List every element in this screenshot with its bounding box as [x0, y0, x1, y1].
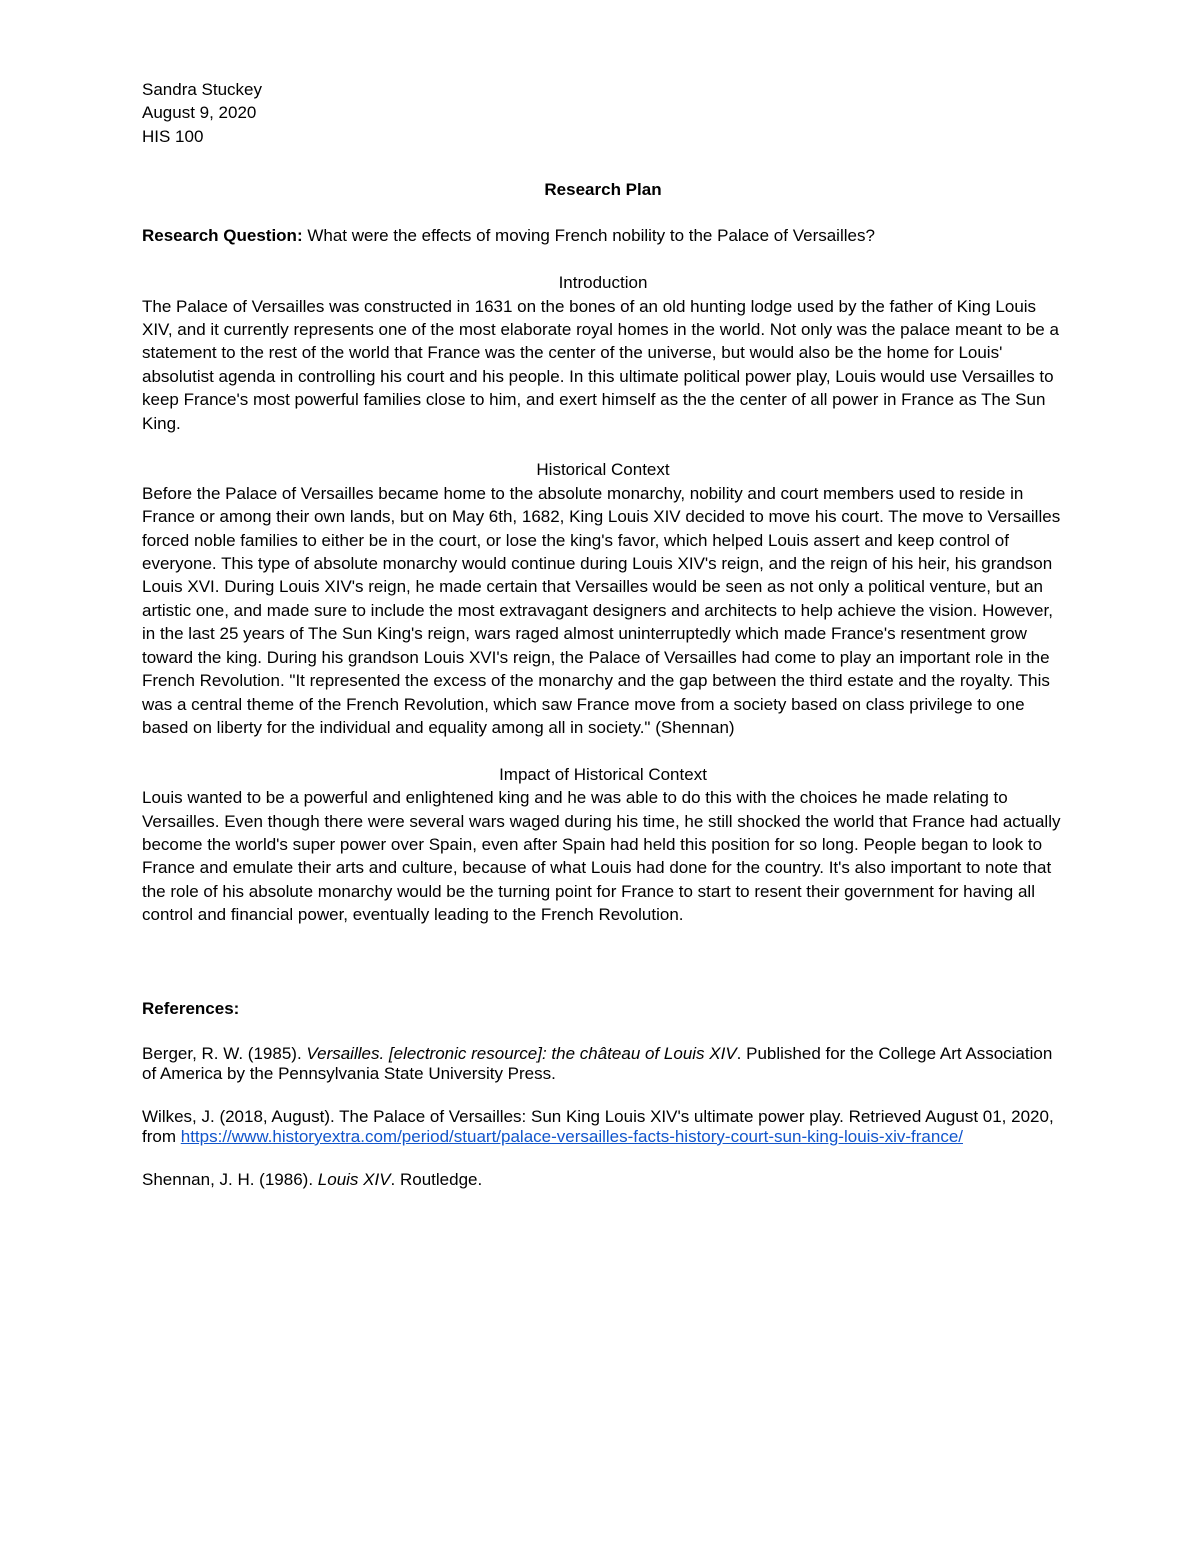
- reference-author: Shennan, J. H. (1986).: [142, 1170, 318, 1190]
- research-question: [142, 224, 1064, 247]
- reference-item: [142, 1107, 1064, 1147]
- reference-citation: Wilkes, J. (2018, August). The Palace of Versailles: Sun King Louis XIV's ultimate power play. Retrieved August 01, 2020, from: [142, 1106, 1054, 1146]
- reference-item: [142, 1044, 1064, 1084]
- research-question-text: What were the effects of moving French nobility to the Palace of Versailles?: [302, 226, 875, 246]
- section-body-historical-context: Before the Palace of Versailles became home to the absolute monarchy, nobility and court members used to reside in France or among their own lands, but on May 6th, 1682, King Louis XIV decided to move his court. The move to Versailles forced noble families to either be in the court, or lose the king's favor, which helped Louis assert and keep control of everyone. This type of absolute monarchy would continue during Louis XIV's reign, and the reign of his heir, his grandson Louis XVI. During Louis XIV's reign, he made certain that Versailles would be seen as not only a political venture, but an artistic one, and made sure to include the most extravagant designers and architects to help achieve the vision. However, in the last 25 years of The Sun King's reign, wars raged almost uninterruptedly which made France's resentment grow toward the king. During his grandson Louis XVI's reign, the Palace of Versailles had come to play an important role in the French Revolution. "It represented the excess of the monarchy and the gap between the third estate and the royalty. This was a central theme of the French Revolution, which saw France move from a society based on class privilege to one based on liberty for the individual and equality among all in society." (Shennan): [142, 483, 1061, 737]
- references-heading: References:: [142, 998, 240, 1018]
- section-body-introduction: The Palace of Versailles was constructed in 1631 on the bones of an old hunting lodge used by the father of King Louis XIV, and it currently represents one of the most elaborate royal homes in the world. Not only was the palace meant to be a statement to the rest of the world that France was the center of the universe, but would also be the home for Louis' absolutist agenda in controlling his court and his people. In this ultimate political power play, Louis would use Versailles to keep France's most powerful families close to him, and exert himself as the the center of all power in France as The Sun King.: [142, 296, 1059, 433]
- document-title: Research Plan: [544, 179, 662, 199]
- course-code: HIS 100: [142, 126, 204, 146]
- reference-title: Louis XIV: [317, 1170, 391, 1190]
- section-body-impact: Louis wanted to be a powerful and enlightened king and he was able to do this with the choices he made relating to Versailles. Even though there were several wars waged during his time, he still shocked the world that France had actually become the world's super power over Spain, even after Spain had held this position for so long. People began to look to France and emulate their arts and culture, because of what Louis had done for the country. It's also important to note that the role of his absolute monarchy would be the turning point for France to start to resent their government for having all control and financial power, eventually leading to the French Revolution.: [142, 788, 1061, 925]
- section-heading-historical-context: Historical Context: [536, 460, 670, 480]
- reference-title: Versailles. [electronic resource]: the château of Louis XIV: [306, 1043, 737, 1063]
- reference-url-link[interactable]: https://www.historyextra.com/period/stuart/palace-versailles-facts-history-court-sun-king-louis-xiv-france/: [180, 1126, 963, 1146]
- research-question-label: Research Question:: [142, 226, 303, 246]
- author-name: Sandra Stuckey: [142, 80, 263, 99]
- reference-item: [142, 1170, 1064, 1190]
- section-heading-introduction: Introduction: [558, 273, 648, 293]
- reference-publisher: . Published for the College Art Association of America by the Pennsylvania State University Press.: [142, 1043, 1053, 1083]
- section-heading-impact: Impact of Historical Context: [499, 764, 707, 784]
- reference-author: Berger, R. W. (1985).: [142, 1043, 307, 1063]
- document-content: [142, 78, 1064, 1190]
- reference-publisher: . Routledge.: [390, 1170, 483, 1190]
- document-date: August 9, 2020: [142, 103, 257, 123]
